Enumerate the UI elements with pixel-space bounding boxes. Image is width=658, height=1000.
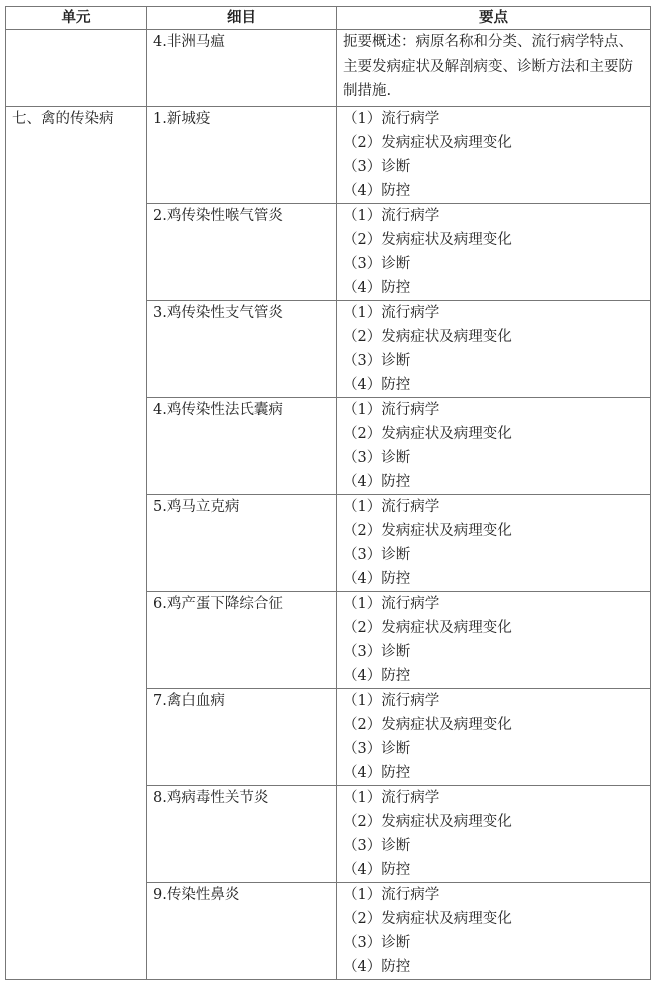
unit-cell-empty	[6, 30, 147, 107]
point-line: （2）发病症状及病理变化	[343, 620, 512, 636]
item-label: 5.鸡马立克病	[153, 499, 240, 515]
points-cell	[337, 495, 651, 592]
item-cell	[147, 786, 337, 883]
point-line: （2）发病症状及病理变化	[343, 814, 512, 830]
item-cell	[147, 495, 337, 592]
point-line: （2）发病症状及病理变化	[343, 717, 512, 733]
item-label: 9.传染性鼻炎	[153, 887, 240, 903]
point-line: （4）防控	[343, 377, 411, 393]
point-line: （3）诊断	[343, 644, 411, 660]
points-cell	[337, 204, 651, 301]
point-line: （2）发病症状及病理变化	[343, 911, 512, 927]
unit-label: 七、禽的传染病	[12, 111, 114, 127]
table-row	[6, 107, 651, 204]
point-line: （1）流行病学	[343, 596, 440, 612]
points-cell	[337, 301, 651, 398]
syllabus-table	[5, 6, 651, 980]
point-line: （1）流行病学	[343, 499, 440, 515]
points-summary: 扼要概述：病原名称和分类、流行病学特点、主要发病症状及解剖病变、诊断方法和主要防制措施.	[343, 34, 633, 99]
header-row	[6, 7, 651, 30]
table-row	[6, 30, 651, 107]
item-label: 2.鸡传染性喉气管炎	[153, 208, 283, 224]
points-cell	[337, 786, 651, 883]
points-cell	[337, 689, 651, 786]
point-line: （2）发病症状及病理变化	[343, 426, 512, 442]
points-cell	[337, 107, 651, 204]
item-cell	[147, 301, 337, 398]
point-line: （3）诊断	[343, 838, 411, 854]
point-line: （1）流行病学	[343, 693, 440, 709]
point-line: （2）发病症状及病理变化	[343, 135, 512, 151]
point-line: （4）防控	[343, 183, 411, 199]
item-label: 6.鸡产蛋下降综合征	[153, 596, 283, 612]
item-label: 1.新城疫	[153, 111, 211, 127]
unit-cell	[6, 107, 147, 980]
point-line: （2）发病症状及病理变化	[343, 329, 512, 345]
item-cell	[147, 592, 337, 689]
item-cell	[147, 204, 337, 301]
point-line: （1）流行病学	[343, 111, 440, 127]
point-line: （4）防控	[343, 765, 411, 781]
header-item: 细目	[147, 7, 337, 30]
point-line: （1）流行病学	[343, 887, 440, 903]
item-cell	[147, 398, 337, 495]
point-line: （1）流行病学	[343, 402, 440, 418]
points-cell	[337, 883, 651, 980]
point-line: （3）诊断	[343, 159, 411, 175]
point-line: （4）防控	[343, 959, 411, 975]
item-label: 8.鸡病毒性关节炎	[153, 790, 269, 806]
item-label: 7.禽白血病	[153, 693, 225, 709]
point-line: （3）诊断	[343, 547, 411, 563]
point-line: （1）流行病学	[343, 208, 440, 224]
point-line: （3）诊断	[343, 935, 411, 951]
point-line: （3）诊断	[343, 741, 411, 757]
points-cell	[337, 398, 651, 495]
point-line: （2）发病症状及病理变化	[343, 232, 512, 248]
point-line: （1）流行病学	[343, 305, 440, 321]
item-label: 4.非洲马瘟	[153, 34, 225, 50]
item-label: 4.鸡传染性法氏囊病	[153, 402, 283, 418]
header-points: 要点	[337, 7, 651, 30]
item-cell	[147, 883, 337, 980]
point-line: （1）流行病学	[343, 790, 440, 806]
point-line: （2）发病症状及病理变化	[343, 523, 512, 539]
points-cell	[337, 592, 651, 689]
point-line: （3）诊断	[343, 256, 411, 272]
item-cell	[147, 30, 337, 107]
point-line: （3）诊断	[343, 353, 411, 369]
point-line: （4）防控	[343, 571, 411, 587]
header-unit: 单元	[6, 7, 147, 30]
point-line: （4）防控	[343, 474, 411, 490]
point-line: （4）防控	[343, 668, 411, 684]
point-line: （3）诊断	[343, 450, 411, 466]
point-line: （4）防控	[343, 280, 411, 296]
point-line: （4）防控	[343, 862, 411, 878]
points-cell	[337, 30, 651, 107]
item-cell	[147, 107, 337, 204]
item-label: 3.鸡传染性支气管炎	[153, 305, 283, 321]
item-cell	[147, 689, 337, 786]
